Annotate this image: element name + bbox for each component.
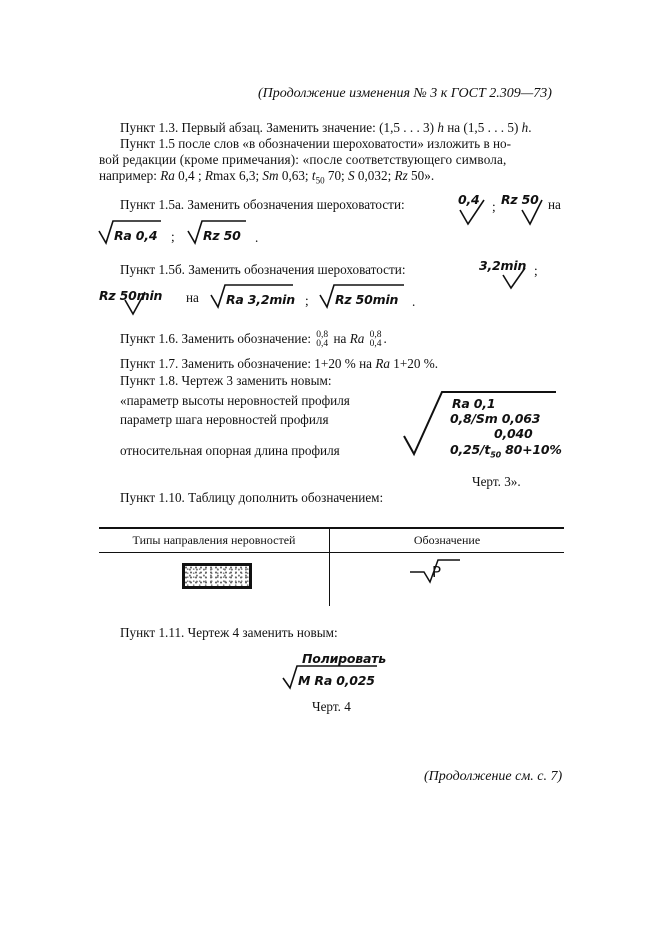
item-1-3 <box>120 119 532 136</box>
param-rz: Rz <box>394 168 408 183</box>
param-rmax: R <box>204 168 213 183</box>
roughness-symbol-3-2min: 3,2min <box>479 258 527 273</box>
drawing-tp-t: t <box>484 442 491 457</box>
item-1-7-text-b: 1+20 %. <box>393 356 439 371</box>
drawing-040: 0,040 <box>494 426 533 441</box>
item-1-11-text: Пункт 1.11. Чертеж 4 заменить новым: <box>120 625 338 640</box>
separator: ; <box>305 293 309 308</box>
polish-label: Полировать <box>302 651 386 666</box>
roughness-symbol-m-ra: M Ra 0,025 <box>298 673 375 688</box>
item-1-5b-on: на <box>186 290 199 305</box>
continuation-footer: (Продолжение см. с. 7) <box>424 769 563 784</box>
roughness-check-icon <box>503 272 533 302</box>
item-1-3-h2: h <box>521 120 529 135</box>
param-step-label: параметр шага неровностей профиля <box>120 412 329 427</box>
roughness-symbol-ra04: Ra 0,4 <box>114 228 158 243</box>
fraction-old <box>316 331 328 349</box>
table-top-border <box>99 527 564 529</box>
item-1-6-text: Пункт 1.6. Заменить обозначение: <box>120 331 311 346</box>
param-rmax-value: max 6,3; <box>212 168 260 183</box>
item-1-5a-text: Пункт 1.5а. Заменить обозначения шероховатости: <box>120 197 405 212</box>
item-1-10-text: Пункт 1.10. Таблицу дополнить обозначением: <box>120 490 384 505</box>
table-col-designation: Обозначение <box>413 533 481 547</box>
param-ra: Ra <box>160 168 175 183</box>
item-1-5a-end: . <box>255 230 259 245</box>
item-1-5-example-label: например: <box>99 168 157 183</box>
param-t: t <box>311 168 316 183</box>
param-ra: Ra <box>349 331 365 346</box>
roughness-symbol-0-4: 0,4 <box>458 192 480 207</box>
figure-3-caption: Черт. 3». <box>472 474 521 489</box>
table-col-types: Типы направления неровностей <box>132 533 296 547</box>
drawing-tp <box>450 442 562 460</box>
item-1-7-text-a: Пункт 1.7. Заменить обозначение: 1+20 % на <box>120 356 373 371</box>
roughness-symbol-rz50min: Rz 50min <box>99 288 163 303</box>
item-1-5b-end: . <box>412 294 416 309</box>
fraction-new-top: 0,8 <box>369 329 382 340</box>
param-ra-value: 0,4 ; <box>178 168 202 183</box>
item-1-6-end: . <box>383 331 387 346</box>
roughness-symbol-rz50-new: Rz 50 <box>203 228 241 243</box>
drawing-sm: 0,8/Sm 0,063 <box>450 411 541 426</box>
roughness-check-icon <box>125 300 155 330</box>
drawing-tp-sub: 50 <box>490 450 501 460</box>
item-1-8-text: Пункт 1.8. Чертеж 3 заменить новым: <box>120 373 332 388</box>
param-s-value: 0,032; <box>357 168 392 183</box>
param-s: S <box>348 168 355 183</box>
item-1-5a-on: на <box>548 197 561 212</box>
figure-4-caption: Черт. 4 <box>312 699 351 714</box>
item-1-6 <box>120 330 387 349</box>
fraction-old-top: 0,8 <box>316 329 329 340</box>
roughness-symbol-ra32min: Ra 3,2min <box>226 292 295 307</box>
separator: ; <box>534 263 538 278</box>
param-support-length-label: относительная опорная длина профиля <box>120 443 340 458</box>
param-rz-value: 50». <box>411 168 435 183</box>
param-sm-value: 0,63; <box>281 168 309 183</box>
roughness-symbol-rz50: Rz 50 <box>501 192 539 207</box>
table-header-border <box>99 552 564 553</box>
item-1-5-line2: вой редакции (кроме примечания): «после соответствующего символа, <box>99 152 507 167</box>
irregularity-direction-sample <box>182 563 252 589</box>
item-1-7 <box>120 355 438 372</box>
fraction-new <box>370 331 382 349</box>
separator: ; <box>171 229 175 244</box>
item-1-3-text-a: Пункт 1.3. Первый абзац. Заменить значение: (1,5 . . . 3) <box>120 120 435 135</box>
param-t-sub: 50 <box>315 175 325 186</box>
drawing-tp-b: 80+10% <box>500 442 562 457</box>
item-1-3-end: . <box>528 120 532 135</box>
item-1-3-text-b: на (1,5 . . . 5) <box>447 120 519 135</box>
item-1-3-h1: h <box>437 120 444 135</box>
param-t-value: 70; <box>327 168 345 183</box>
roughness-symbol-rz50min-new: Rz 50min <box>335 292 399 307</box>
param-ra: Ra <box>375 356 390 371</box>
item-1-5b-text: Пункт 1.5б. Заменить обозначения шероховатости: <box>120 262 406 277</box>
fraction-new-bottom: 0,4 <box>369 338 382 349</box>
item-1-5-line3 <box>99 167 434 190</box>
drawing-tp-a: 0,25/ <box>450 442 485 457</box>
separator: ; <box>492 199 496 214</box>
item-1-6-on: на <box>333 331 347 346</box>
fraction-old-bottom: 0,4 <box>316 338 329 349</box>
roughness-check-icon <box>460 198 490 238</box>
param-height-label: «параметр высоты неровностей профиля <box>120 393 350 408</box>
continuation-header: (Продолжение изменения № 3 к ГОСТ 2.309—73) <box>258 86 552 101</box>
param-sm: Sm <box>262 168 279 183</box>
drawing-ra: Ra 0,1 <box>452 396 496 411</box>
item-1-5-line1: Пункт 1.5 после слов «в обозначении шероховатости» изложить в но- <box>120 136 512 151</box>
table-symbol-p: P <box>432 563 442 581</box>
